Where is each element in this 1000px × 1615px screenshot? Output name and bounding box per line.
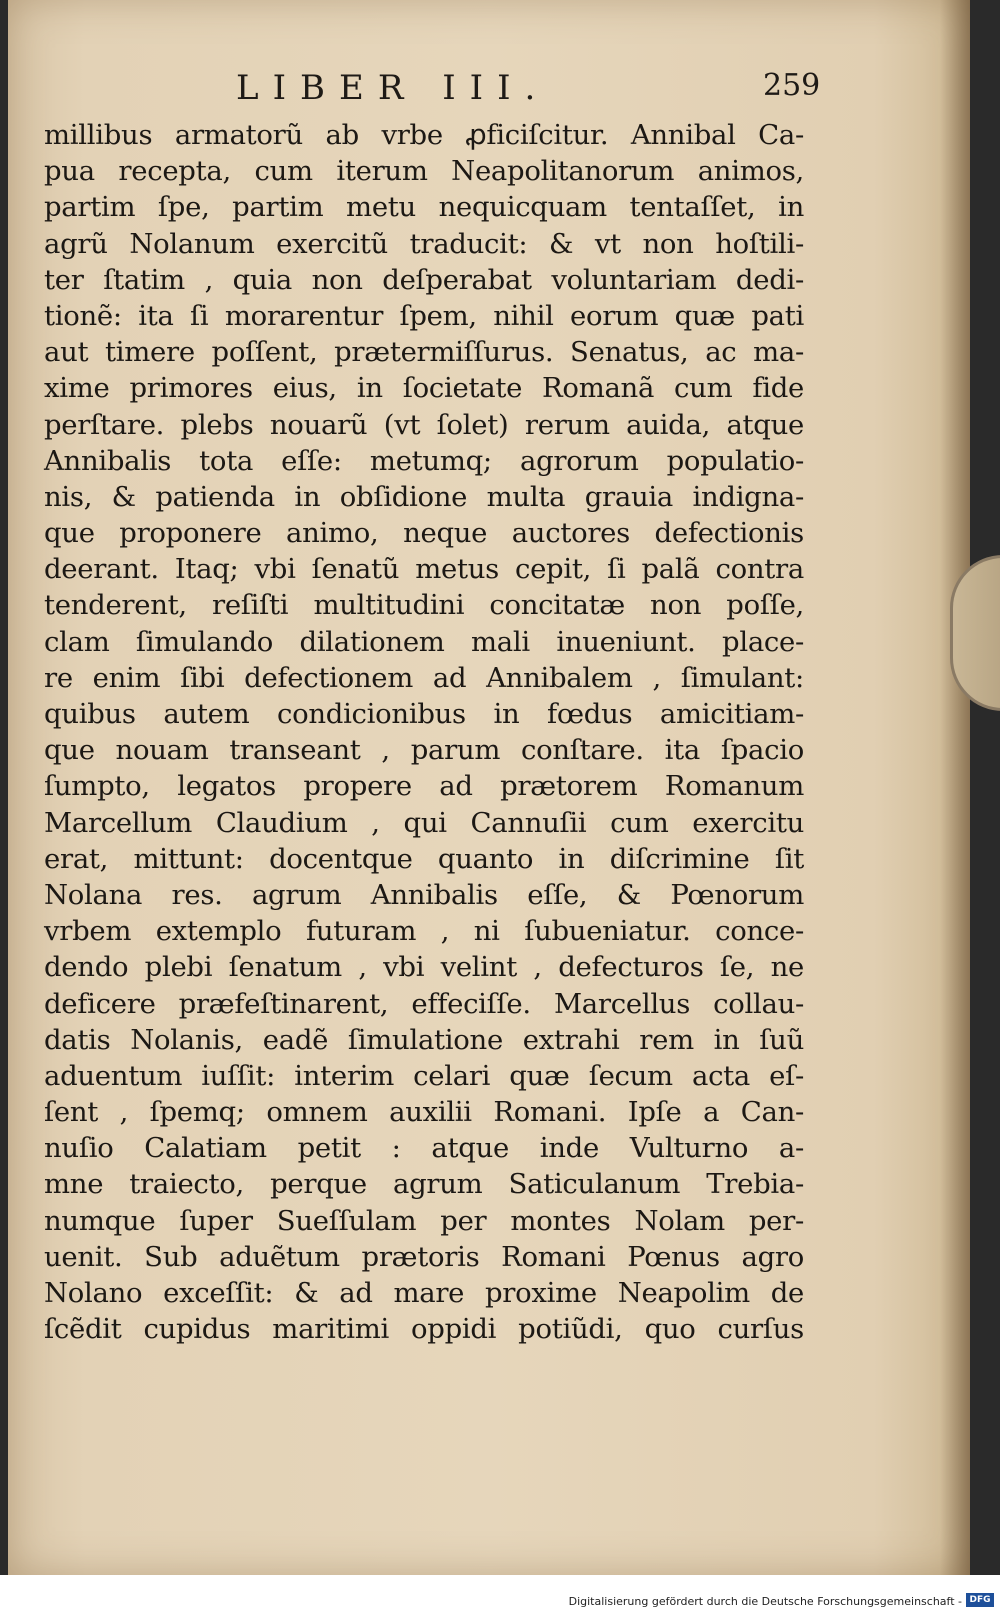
text-line: ſent , ſpemq; omnem auxilii Romani. Ipſe a Can- — [44, 1096, 804, 1129]
text-line: tionẽ: ita ſi morarentur ſpem, nihil eorum quæ pati — [44, 299, 804, 332]
text-line: aduentum iuſſit: interim celari quæ ſecum acta eſ- — [44, 1059, 804, 1092]
text-line: que nouam transeant , parum conſtare. ita ſpacio — [44, 734, 804, 767]
text-line: ſumpto, legatos propere ad prætorem Romanum — [44, 770, 804, 803]
text-line: vrbem extemplo futuram , ni ſubueniatur. conce- — [44, 915, 804, 948]
text-line: que proponere animo, neque auctores defectionis — [44, 517, 804, 550]
text-line: re enim ſibi defectionem ad Annibalem , ſimulant: — [44, 661, 804, 694]
text-line: Nolana res. agrum Annibalis eſſe, & Pœnorum — [44, 878, 804, 911]
page-edge-shadow — [940, 0, 970, 1575]
footer-bar — [0, 1575, 1000, 1615]
text-line: nis, & patienda in obſidione multa grauia indigna- — [44, 480, 804, 513]
text-line: mne traiecto, perque agrum Saticulanum Trebia- — [44, 1168, 804, 1201]
text-line: millibus armatorũ ab vrbe ꝓficiſcitur. Annibal Ca- — [44, 119, 804, 151]
text-line: tenderent, reſiſti multitudini concitatæ non poſſe, — [44, 589, 804, 622]
body-text — [44, 117, 804, 1347]
text-line: nuſio Calatiam petit : atque inde Vulturno a- — [44, 1132, 804, 1165]
running-head-title: LIBER III. — [236, 68, 550, 108]
text-line: Annibalis tota eſſe: metumq; agrorum populatio- — [44, 444, 804, 477]
running-head — [8, 68, 1000, 118]
text-line: perſtare. plebs nouarũ (vt ſolet) rerum auida, atque — [44, 408, 804, 441]
text-line: Nolano exceſſit: & ad mare proxime Neapolim de — [44, 1277, 804, 1309]
text-line: aut timere poſſent, prætermiſſurus. Senatus, ac ma- — [44, 336, 804, 369]
text-line: agrũ Nolanum exercitũ traducit: & vt non hoſtili- — [44, 227, 804, 260]
text-line: partim ſpe, partim metu nequicquam tentaſſet, in — [44, 191, 804, 224]
text-line: deerant. Itaq; vbi ſenatũ metus cepit, ſi palã contra — [44, 553, 804, 586]
text-line: ter ſtatim , quia non deſperabat voluntariam dedi- — [44, 263, 804, 296]
folio-number: 259 — [763, 68, 821, 103]
text-line: uenit. Sub aduẽtum prætoris Romani Pœnus agro — [44, 1240, 804, 1273]
dfg-logo: DFG — [966, 1593, 994, 1607]
text-line: Marcellum Claudium , qui Cannuſii cum exercitu — [44, 806, 804, 839]
text-line: numque ſuper Sueſſulam per montes Nolam per- — [44, 1204, 804, 1237]
book-page — [8, 0, 970, 1575]
text-line: clam ſimulando dilationem mali inueniunt. place- — [44, 625, 804, 658]
text-line: quibus autem condicionibus in fœdus amicitiam- — [44, 698, 804, 730]
text-line: pua recepta, cum iterum Neapolitanorum animos, — [44, 155, 804, 188]
text-line: datis Nolanis, eadẽ ſimulatione extrahi rem in ſuũ — [44, 1023, 804, 1056]
footer-credit: Digitalisierung gefördert durch die Deutsche Forschungsgemeinschaft - — [568, 1595, 962, 1608]
text-line: xime primores eius, in ſocietate Romanã cum fide — [44, 372, 804, 405]
text-line: deficere præfeſtinarent, effeciſſe. Marcellus collau- — [44, 987, 804, 1020]
text-line: dendo plebi ſenatum , vbi velint , defecturos ſe, ne — [44, 951, 804, 984]
text-line: ſcẽdit cupidus maritimi oppidi potiũdi, quo curſus — [44, 1313, 804, 1346]
text-line: erat, mittunt: docentque quanto in diſcrimine ſit — [44, 842, 804, 875]
